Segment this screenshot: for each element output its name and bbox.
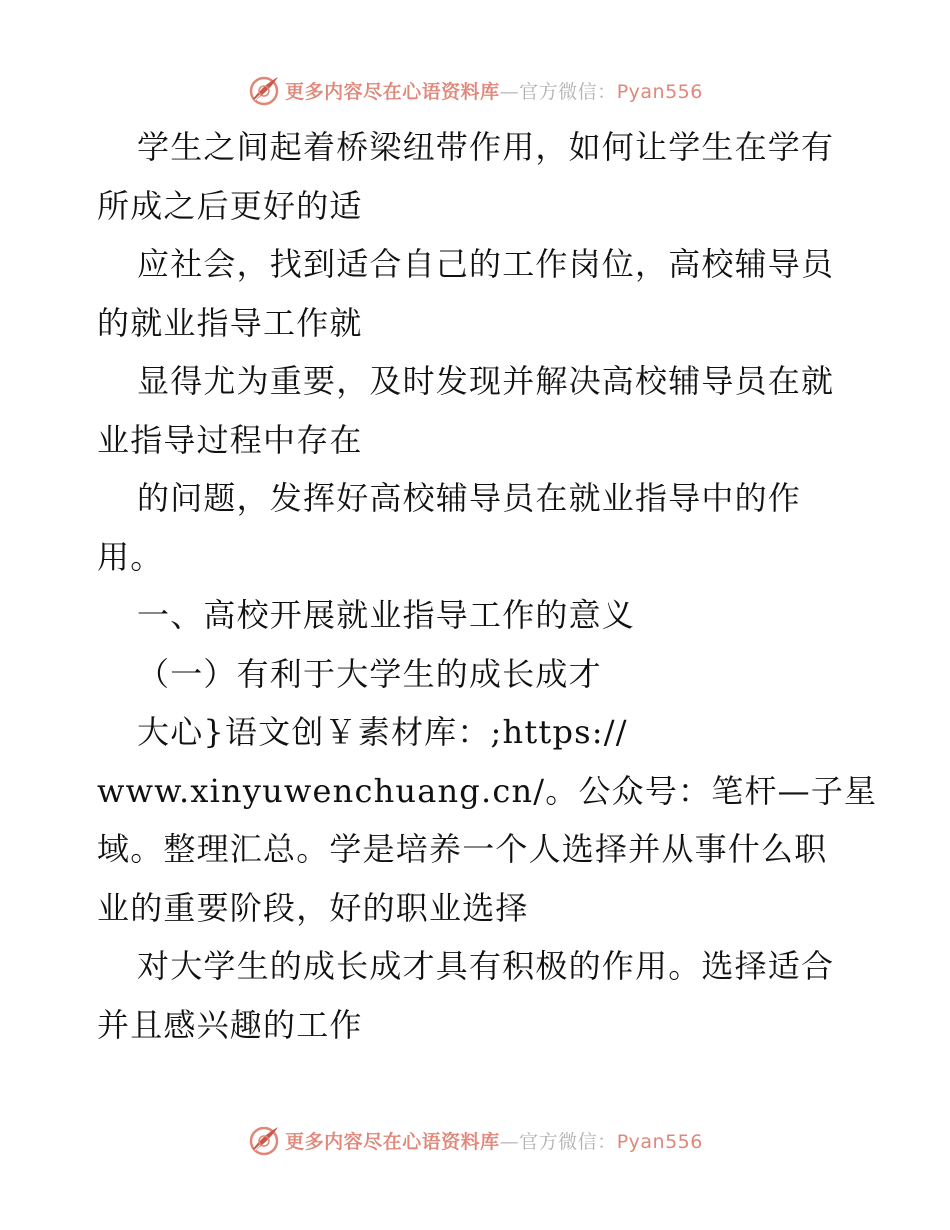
- text-line: 显得尤为重要，及时发现并解决高校辅导员在就: [137, 362, 835, 400]
- watermark-wechat-label: 官方微信：: [519, 1130, 617, 1153]
- body-text: [97, 118, 878, 1054]
- footer-watermark: [0, 1118, 950, 1162]
- text-line: 的问题，发挥好高校辅导员在就业指导中的作: [137, 479, 802, 517]
- text-line: 并且感兴趣的工作: [97, 1005, 363, 1044]
- text-line: 的就业指导工作就: [97, 303, 363, 342]
- text-line: 学生之间起着桥梁纽带作用，如何让学生在学有: [137, 128, 835, 166]
- watermark-group: [247, 73, 703, 107]
- subsection-heading: （一）有利于大学生的成长成才: [137, 654, 602, 693]
- section-heading: 一、高校开展就业指导工作的意义: [137, 596, 636, 634]
- watermark-separator: —: [499, 80, 520, 103]
- text-line: 所成之后更好的适: [97, 186, 363, 225]
- watermark-group: [247, 1123, 703, 1157]
- watermark-brand: 更多内容尽在心语资料库: [285, 1130, 500, 1153]
- text-line: 域。整理汇总。学是培养一个人选择并从事什么职: [97, 830, 828, 868]
- text-line: 业指导过程中存在: [97, 420, 363, 459]
- watermark-brand: 更多内容尽在心语资料库: [285, 80, 500, 103]
- watermark-wechat-id: Pyan556: [616, 1130, 703, 1153]
- quill-logo-icon: [247, 73, 281, 107]
- text-line: www.xinyuwenchuang.cn/。公众号：笔杆—子星: [97, 771, 878, 810]
- header-watermark: [0, 68, 950, 112]
- watermark-wechat-id: Pyan556: [616, 80, 703, 103]
- text-line: 大心}语文创￥素材库：;https://: [137, 713, 628, 751]
- watermark-separator: —: [499, 1130, 520, 1153]
- text-line: 对大学生的成长成才具有积极的作用。选择适合: [137, 947, 835, 985]
- text-line: 应社会，找到适合自己的工作岗位，高校辅导员: [137, 245, 835, 283]
- quill-logo-icon: [247, 1123, 281, 1157]
- text-line: 业的重要阶段，好的职业选择: [97, 888, 529, 927]
- watermark-wechat-label: 官方微信：: [519, 80, 617, 103]
- text-line: 用。: [97, 537, 164, 576]
